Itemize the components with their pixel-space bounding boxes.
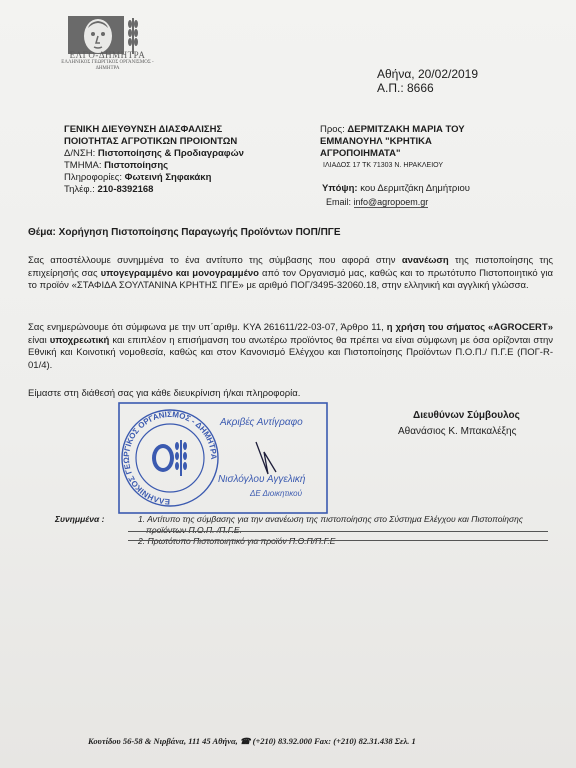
to-label: Προς:	[320, 124, 345, 135]
logo-caption	[55, 50, 160, 72]
section-value: Πιστοποίησης	[104, 160, 169, 171]
phone-label: Τηλέφ.:	[64, 184, 95, 195]
enclosures-label: Συνημμένα :	[55, 514, 105, 524]
recipient-block	[320, 124, 550, 172]
phone-value: 210-8392168	[97, 184, 154, 195]
signatory-name: Αθανάσιος Κ. Μπακαλέξης	[398, 426, 517, 437]
stamp-text-certified: Ακριβές Αντίγραφο	[220, 417, 303, 428]
sender-line1: ΓΕΝΙΚΗ ΔΙΕΥΘΥΝΣΗ ΔΙΑΣΦΑΛΙΣΗΣ	[64, 124, 223, 135]
stamp-text-role: ΔΕ Διοικητικού	[250, 489, 302, 498]
p1-bold-b: ανανέωση	[401, 255, 449, 266]
place-date: Αθήνα, 20/02/2019	[377, 67, 479, 81]
stamp-ring-text: ΕΛΛΗΝΙΚΟΣ ΓΕΩΡΓΙΚΟΣ ΟΡΓΑΝΙΣΜΟΣ - ΔΗΜΗΤΡΑ	[121, 409, 219, 507]
attn-label: Υπόψη:	[322, 183, 358, 194]
p1-text-c: της πιστοποίησης της επιχείρησής σας	[28, 255, 554, 279]
stamp-text-name: Νισλόγλου Αγγελική	[218, 474, 306, 485]
p2-text-a: Σας ενημερώνουμε ότι σύμφωνα με την υπ΄αριθμ. ΚΥΑ 261611/22-03-07, Άρθρο 11,	[28, 322, 387, 333]
recipient-line1: ΔΕΡΜΙΤΖΑΚΗ ΜΑΡΙΑ ΤΟΥ	[347, 124, 465, 135]
recipient-line2: ΕΜΜΑΝΟΥΗΛ "ΚΡΗΤΙΚΑ	[320, 136, 432, 147]
strikethrough-line	[128, 540, 548, 541]
paragraph-1	[28, 255, 553, 293]
enclosure-item-1-cont: προϊόντων Π.Ο.Π. /Π.Γ.Ε.	[146, 525, 242, 535]
attn-value: κου Δερμιτζάκη Δημήτριου	[360, 183, 470, 194]
signatory-title: Διευθύνων Σύμβουλος	[413, 410, 520, 421]
recipient-address: ΙΛΙΑΔΟΣ 17 ΤΚ 71303 Ν. ΗΡΑΚΛΕΙΟΥ	[323, 162, 444, 169]
dept-value: Πιστοποίησης & Προδιαγραφών	[97, 148, 244, 159]
strikethrough-line	[128, 531, 548, 532]
p2-text-c: είναι	[28, 334, 50, 346]
org-name: ΕΛΓΟ-ΔΗΜΗΤΡΑ	[69, 50, 146, 60]
info-value: Φωτεινή Σηφακάκη	[124, 172, 212, 183]
enclosure-item-1: 1. Αντίτυπο της σύμβασης για την ανανέωση της πιστοποίησης στο Σύστημα Ελέγχου και Πιστοποίησης	[138, 514, 524, 524]
p2-text-e: και επιπλέον η επισήμανση του ανωτέρω προϊόντος θα πρέπει να είναι σύμφωνη με όσα ορίζονται στην Εθνική και Κοινοτική νομοθεσία, καθώς και στον Κανονισμό Ελέγχου και Πιστοποίησης Προϊόντων Π.Ο.Π./ Π.Γ.Ε (ΠΟΓ-R-01/4).	[28, 334, 553, 371]
footer-address: Κουτίδου 56-58 & Νιρβάνα, 111 45 Αθήνα, ☎ (+210) 83.92.000 Fax: (+210) 82.31.438 Σελ. 1	[88, 736, 416, 746]
section-label: ΤΜΗΜΑ:	[64, 160, 102, 171]
email-line	[326, 197, 428, 207]
protocol-number: Α.Π.: 8666	[377, 81, 434, 95]
p1-text-e: από τον Οργανισμό μας, καθώς και το πρωτότυπο Πιστοποιητικό για το προϊόν «ΣΤΑΦΙΔΑ ΣΟΥΛΤΑΝΙΝΑ ΚΡΗΤΗΣ ΠΓΕ» με αριθμό ΠΟΓ/3495-32060.18, στην ελληνική και αγγλική γλώσσα.	[28, 267, 554, 292]
paragraph-2	[28, 322, 553, 372]
sender-line2: ΠΟΙΟΤΗΤΑΣ ΑΓΡΟΤΙΚΩΝ ΠΡΟΙΟΝΤΩΝ	[64, 136, 238, 147]
subject-line: Θέμα: Χορήγηση Πιστοποίησης Παραγωγής Προϊόντων ΠΟΠ/ΠΓΕ	[28, 227, 341, 238]
p1-text-a: Σας αποστέλλουμε συνημμένα το ένα αντίτυπο της σύμβασης που αφορά στην	[28, 255, 402, 266]
paragraph-3: Είμαστε στη διάθεσή σας για κάθε διευκρίνιση ή/και πληροφορία.	[28, 388, 301, 399]
dept-label: Δ/ΝΣΗ:	[64, 148, 96, 159]
org-subtitle: ΕΛΛΗΝΙΚΟΣ ΓΕΩΡΓΙΚΟΣ ΟΡΓΑΝΙΣΜΟΣ - ΔΗΜΗΤΡΑ	[61, 60, 154, 71]
email-link[interactable]: info@agropoem.gr	[353, 197, 429, 207]
sender-block	[64, 124, 309, 196]
attention-line	[322, 183, 470, 194]
p2-bold-b: η χρήση του σήματος «AGROCERT»	[386, 322, 553, 333]
signature-scribble	[256, 442, 276, 474]
email-label: Email:	[326, 197, 352, 207]
p1-bold-d: υπογεγραμμένο και μονογραμμένο	[100, 267, 259, 279]
p2-bold-d: υποχρεωτική	[49, 334, 110, 346]
info-label: Πληροφορίες:	[64, 172, 122, 183]
enclosure-item-2: 2. Πρωτότυπο Πιστοποιητικό για προϊόν Π.Ο.Π/Π.Γ.Ε	[138, 536, 336, 546]
recipient-line3: ΑΓΡΟΠΟΙΗΜΑΤΑ"	[320, 148, 401, 159]
